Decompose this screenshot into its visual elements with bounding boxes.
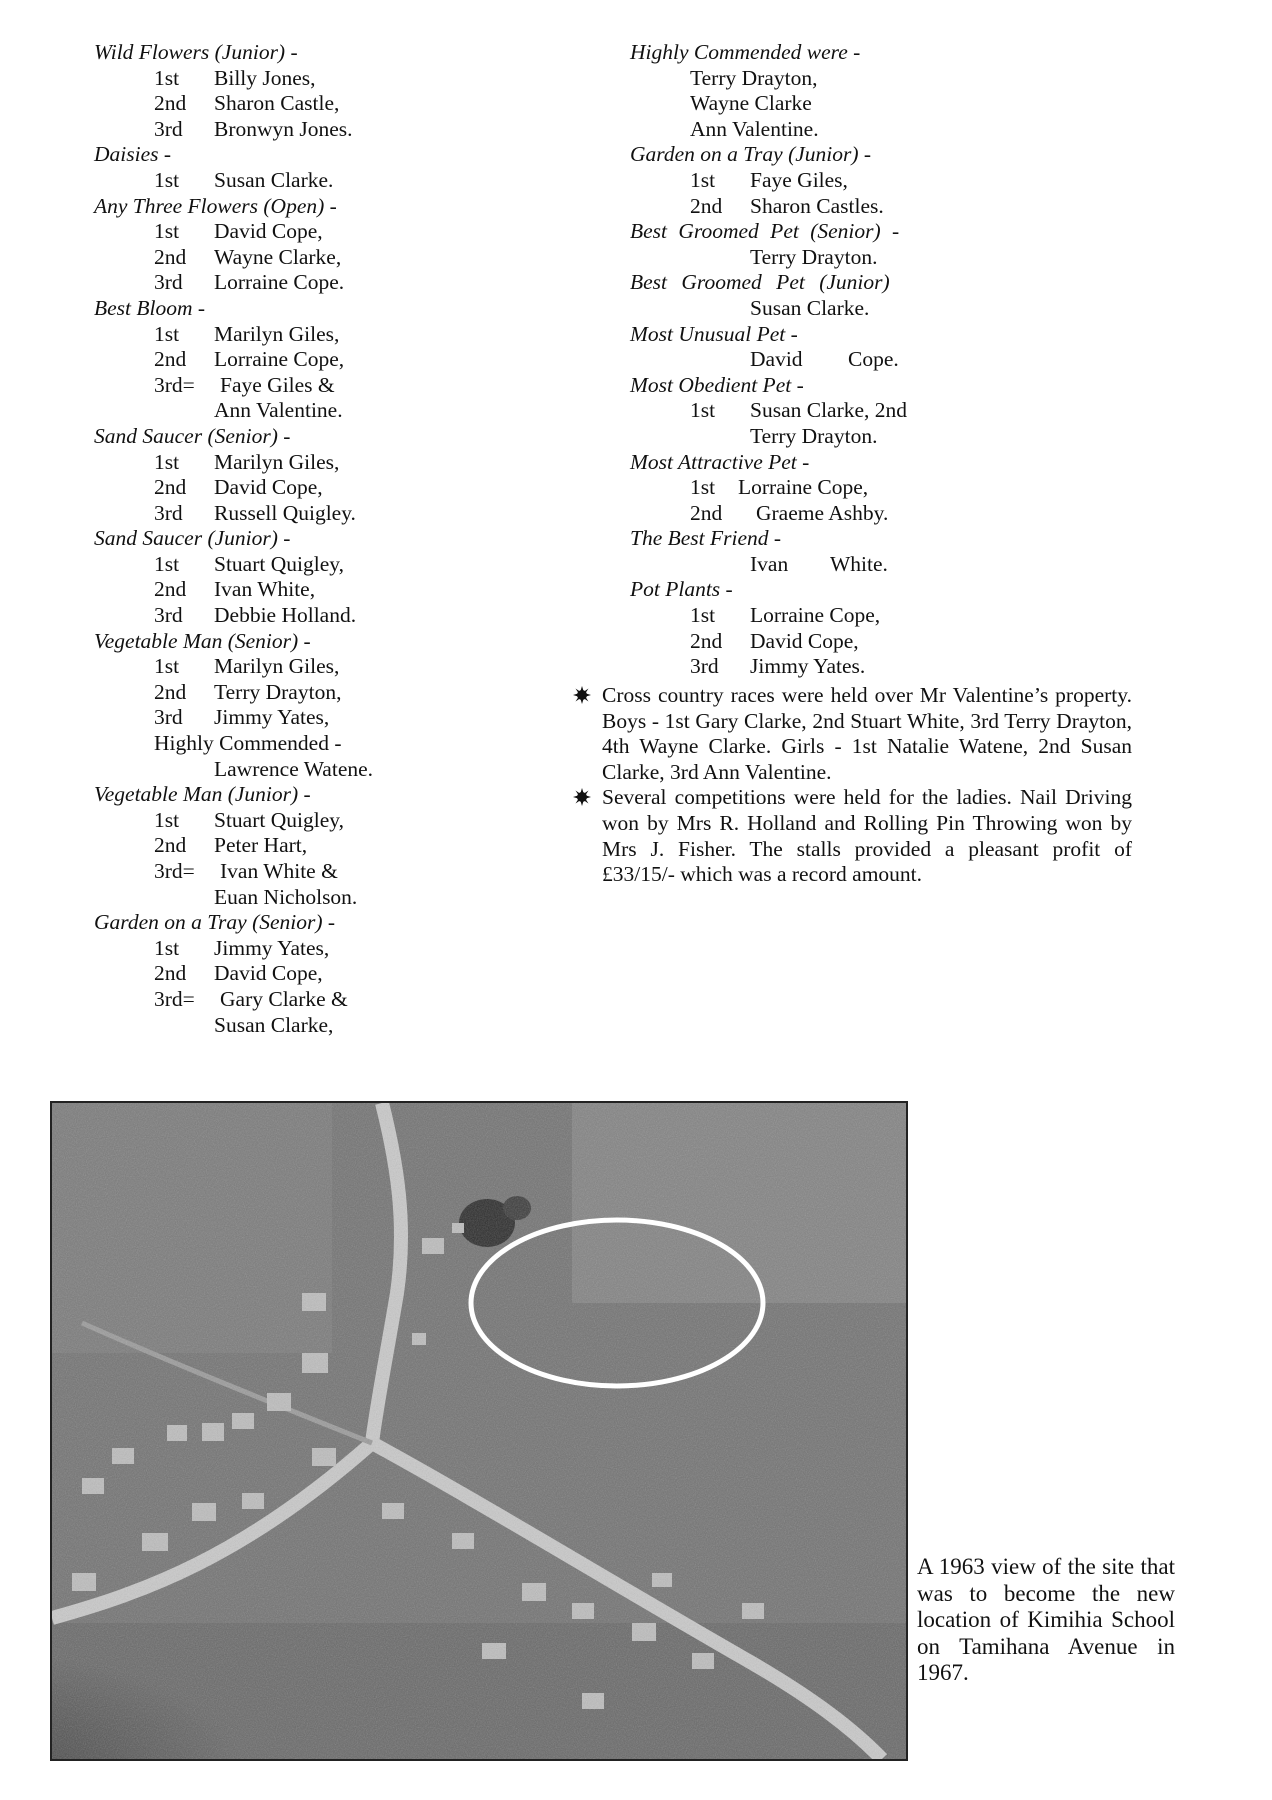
bullet-text: Several competitions were held for the ladies. Nail Driving won by Mrs R. Holland and Rolling Pin Throwing won by Mrs J. Fisher. The stalls provided a pleasant profit of £33/15/- which was a record amount. [602,785,1132,887]
placing-row [94,859,554,885]
placing-name: Billy Jones, [214,65,316,90]
category-title: Most Obedient Pet - [630,372,804,397]
placing-name: Wayne Clarke, [214,244,342,269]
placing-row [94,680,554,706]
placing-name: Graeme Ashby. [756,500,889,525]
category-title: Any Three Flowers (Open) - [94,193,337,218]
bullet-list [572,683,1132,888]
winner-name: Terry Drayton. [750,423,878,448]
placing-name: David Cope, [750,628,859,653]
placing-row [94,245,554,271]
placing-label: 1st [690,167,716,192]
placing-label: 1st [690,603,716,628]
placing-row [94,66,554,92]
right-column [630,40,1150,680]
placing-label: 3rd [154,270,183,295]
placing-name: Marilyn Giles, [214,449,340,474]
placing-name: Sharon Castle, [214,91,340,116]
placing-label: 2nd [154,91,187,116]
placing-name: Gary Clarke & [220,986,348,1011]
placing-row [94,398,554,424]
note-name: Lawrence Watene. [214,756,374,781]
placing-label: 1st [154,65,180,90]
star-bullet-icon [572,787,592,807]
placing-label: 2nd [154,347,187,372]
placing-label: 2nd [154,577,187,602]
placing-row [630,501,1150,527]
placing-row [630,654,1150,680]
star-bullet-icon [572,685,592,705]
bullet-item [572,785,1132,887]
placing-row [94,219,554,245]
placing-row [94,1013,554,1039]
placing-row [630,398,1150,424]
placing-name: Peter Hart, [214,833,308,858]
placing-label: 2nd [154,679,187,704]
placing-label: 1st [154,935,180,960]
placing-row [94,322,554,348]
placing-name: David Cope, [214,219,323,244]
placing-name: Lorraine Cope, [738,475,869,500]
category-title: Highly Commended were - [630,40,861,64]
placing-label: 2nd [154,833,187,858]
placing-label: 1st [154,321,180,346]
placing-label: 1st [690,398,716,423]
placing-row [630,194,1150,220]
placing-row [94,117,554,143]
placing-label: 1st [690,475,716,500]
placing-row [630,168,1150,194]
placing-name: Susan Clarke. [214,167,334,192]
photo-caption: A 1963 view of the site that was to become the new location of Kimihia School on Tamihana Avenue in 1967. [917,1554,1175,1685]
category-title: Vegetable Man (Senior) - [94,628,311,653]
bullet-text: Cross country races were held over Mr Valentine’s property. Boys - 1st Gary Clarke, 2nd Stuart White, 3rd Terry Drayton, 4th Wayne Clarke. Girls - 1st Natalie Watene, 2nd Susan Clarke, 3rd Ann Valentine. [602,683,1132,784]
hc-name: Ann Valentine. [690,116,819,141]
bullet-item [572,683,1132,785]
category-title: Vegetable Man (Junior) - [94,782,311,807]
category-title: Wild Flowers (Junior) - [94,40,298,64]
winner-first-name: David [750,347,803,372]
placing-row [94,347,554,373]
placing-name: Jimmy Yates. [750,654,866,679]
placing-name: Stuart Quigley, [214,807,344,832]
winner-last-name: White. [830,551,888,576]
placing-label: 2nd [154,961,187,986]
placing-row [630,629,1150,655]
placing-label: 2nd [690,193,723,218]
placing-row [94,936,554,962]
placing-name: Sharon Castles. [750,193,884,218]
hc-name: Terry Drayton, [690,65,818,90]
placing-label: 1st [154,219,180,244]
placing-name: Ivan White, [214,577,316,602]
placing-row [94,961,554,987]
category-title: Most Attractive Pet - [630,449,810,474]
placing-name: Lorraine Cope, [750,603,881,628]
category-title: Pot Plants - [630,577,733,602]
placing-name: Terry Drayton, [214,679,342,704]
placing-row [94,91,554,117]
placing-label: 3rd= [154,372,195,397]
placing-label: 1st [154,449,180,474]
placing-row [94,475,554,501]
placing-row [94,603,554,629]
placing-row [94,577,554,603]
placing-name: David Cope, [214,961,323,986]
placing-name: Lorraine Cope, [214,347,345,372]
placing-label: 3rd [690,654,719,679]
category-title: Sand Saucer (Junior) - [94,526,291,551]
placing-label: 1st [154,551,180,576]
placing-name: Ivan White & [220,859,338,883]
note-label: Highly Commended - [154,731,342,756]
placing-name: Marilyn Giles, [214,321,340,346]
left-column [94,40,554,1038]
winner-name: Terry Drayton. [750,244,878,269]
placing-name: Stuart Quigley, [214,551,344,576]
placing-label: 1st [154,167,180,192]
placing-name: Faye Giles & [220,372,335,397]
placing-name: Lorraine Cope. [214,270,345,295]
placing-row [94,654,554,680]
placing-label: 2nd [154,244,187,269]
placing-row [94,168,554,194]
placing-name: Faye Giles, [750,167,848,192]
placing-label: 1st [154,807,180,832]
placing-name: Marilyn Giles, [214,654,340,679]
placing-row [94,705,554,731]
placing-name: Jimmy Yates, [214,935,330,960]
category-title: Garden on a Tray (Junior) - [630,142,872,167]
winner-name: Susan Clarke. [750,295,870,320]
placing-label: 1st [154,654,180,679]
winner-name [630,347,1150,373]
placing-label: 3rd= [154,859,195,883]
placing-name: Ann Valentine. [214,398,343,423]
placing-row [630,603,1150,629]
placing-label: 3rd [154,705,183,730]
category-title: Garden on a Tray (Senior) - [94,910,336,935]
placing-name: Susan Clarke, 2nd [750,398,908,423]
placing-label: 3rd [154,603,183,628]
placing-label: 3rd [154,500,183,525]
winner-first-name: Ivan [750,551,789,576]
category-title: Sand Saucer (Senior) - [94,423,291,448]
placing-row [94,450,554,476]
aerial-photo-image [52,1103,906,1759]
placing-label: 2nd [690,628,723,653]
placing-name: Bronwyn Jones. [214,116,353,141]
placing-row [94,552,554,578]
placing-name: Susan Clarke, [214,1012,334,1037]
aerial-photo [50,1101,908,1761]
placing-name: Russell Quigley. [214,500,356,525]
placing-name: David Cope, [214,475,323,500]
placing-row [94,808,554,834]
category-title: Best Bloom - [94,295,206,320]
placing-name: Jimmy Yates, [214,705,330,730]
placing-label: 3rd [154,116,183,141]
placing-row [630,475,1150,501]
placing-label: 2nd [154,475,187,500]
placing-row [94,885,554,911]
category-title: Best Groomed Pet (Senior) - [630,219,900,244]
category-title: Best Groomed Pet (Junior) [630,270,890,295]
placing-label: 3rd= [154,986,195,1011]
winner-name [630,552,1150,578]
placing-row [94,501,554,527]
placing-label: 2nd [690,500,723,525]
placing-row [94,270,554,296]
placing-row [94,373,554,399]
category-title: Most Unusual Pet - [630,321,798,346]
placing-name: Euan Nicholson. [214,884,358,909]
hc-name: Wayne Clarke [690,91,812,116]
placing-row [94,987,554,1013]
category-title: The Best Friend - [630,526,782,551]
placing-name: Debbie Holland. [214,603,357,628]
placing-row [94,833,554,859]
winner-last-name: Cope. [848,347,899,372]
category-title: Daisies - [94,142,172,167]
